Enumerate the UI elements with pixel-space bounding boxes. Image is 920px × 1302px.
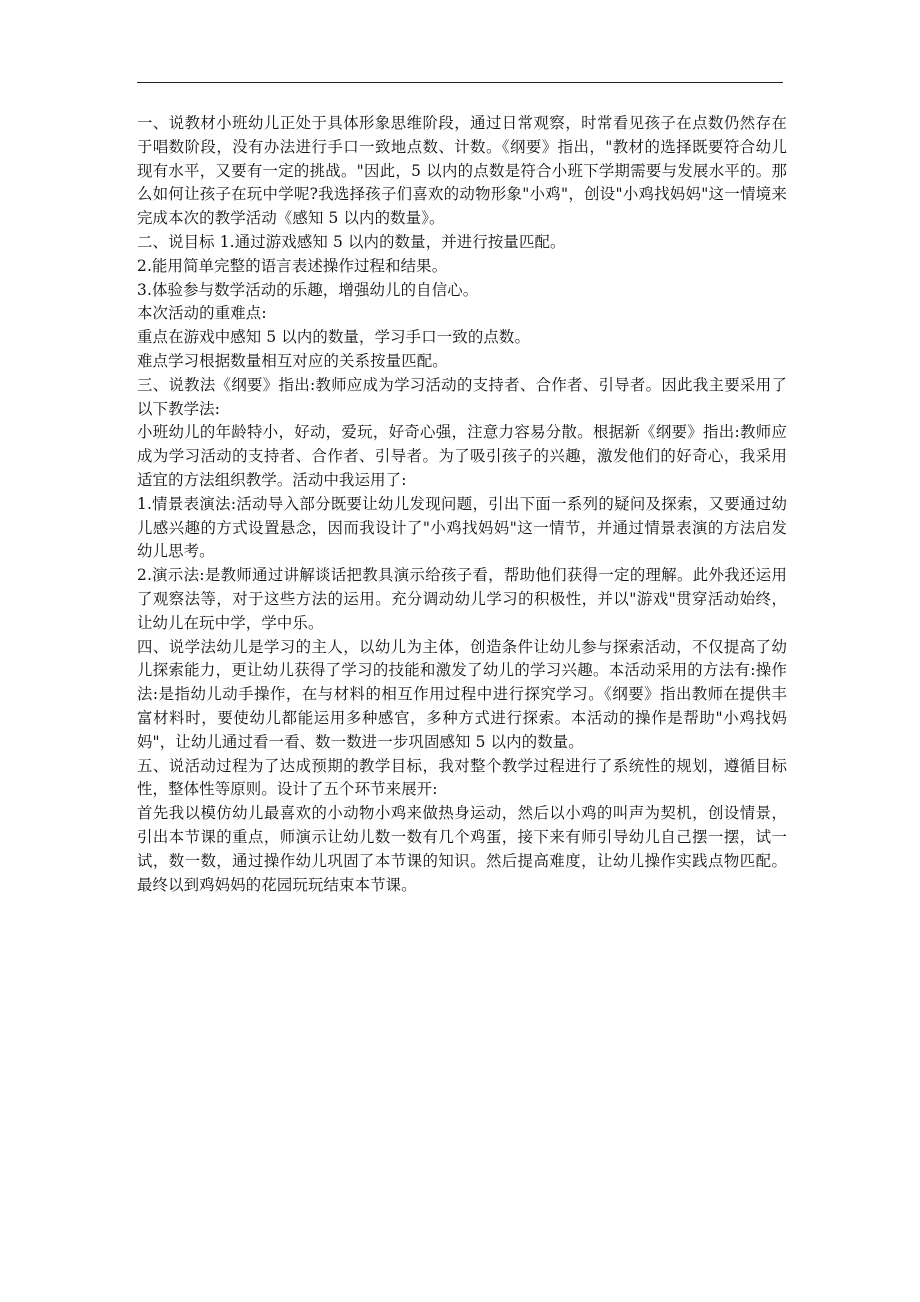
paragraph-activity-process: 五、说活动过程为了达成预期的教学目标，我对整个教学过程进行了系统性的规划，遵循目标性，整体性等原则。设计了五个环节来展开: [137,756,787,799]
paragraph-learning-method: 四、说学法幼儿是学习的主人，以幼儿为主体，创造条件让幼儿参与探索活动，不仅提高了幼儿探索能力，更让幼儿获得了学习的技能和激发了幼儿的学习兴趣。本活动采用的方法有:操作法:是指幼儿动手操作，在与材料的相互作用过程中进行探究学习。《纲要》指出教师在提供丰富材料时，要使幼儿都能运用多种感官，多种方式进行探索。本活动的操作是帮助"小鸡找妈妈"，让幼儿通过看一看、数一数进一步巩固感知 5 以内的数量。 [137,637,787,751]
paragraph-difficult-point: 难点学习根据数量相互对应的关系按量匹配。 [137,351,448,370]
paragraph-demo-method: 2.演示法:是教师通过讲解谈话把教具演示给孩子看，帮助他们获得一定的理解。此外我还运用了观察法等，对于这些方法的运用。充分调动幼儿学习的积极性，并以"游戏"贯穿活动始终，让幼儿在玩中学，学中乐。 [137,566,787,632]
paragraph-process-detail: 首先我以模仿幼儿最喜欢的小动物小鸡来做热身运动，然后以小鸡的叫声为契机，创设情景，引出本节课的重点，师演示让幼儿数一数有几个鸡蛋，接下来有师引导幼儿自己摆一摆，试一试，数一数，通过操作幼儿巩固了本节课的知识。然后提高难度，让幼儿操作实践点物匹配。最终以到鸡妈妈的花园玩玩结束本节课。 [137,804,787,894]
paragraph-teaching-method: 三、说教法《纲要》指出:教师应成为学习活动的支持者、合作者、引导者。因此我主要采用了以下教学法: [137,375,787,418]
paragraph-key-difficult-title: 本次活动的重难点: [137,304,267,323]
document-body [137,112,787,897]
paragraph-teaching-material: 一、说教材小班幼儿正处于具体形象思维阶段，通过日常观察，时常看见孩子在点数仍然存在于唱数阶段，没有办法进行手口一致地点数、计数。《纲要》指出，"教材的选择既要符合幼儿现有水平，又要有一定的挑战。"因此，5 以内的点数是符合小班下学期需要与发展水平的。那么如何让孩子在玩中学呢?我选择孩子们喜欢的动物形象"小鸡"，创设"小鸡找妈妈"这一情境来完成本次的教学活动《感知 5 以内的数量》。 [137,114,787,228]
paragraph-goal-1: 二、说目标 1.通过游戏感知 5 以内的数量，并进行按量匹配。 [137,232,566,251]
paragraph-goal-3: 3.体验参与数学活动的乐趣，增强幼儿的自信心。 [137,280,479,299]
header-rule [137,82,783,83]
paragraph-scene-method: 1.情景表演法:活动导入部分既要让幼儿发现问题，引出下面一系列的疑问及探索，又要通过幼儿感兴趣的方式设置悬念，因而我设计了"小鸡找妈妈"这一情节，并通过情景表演的方法启发幼儿思考。 [137,494,787,561]
paragraph-key-point: 重点在游戏中感知 5 以内的数量，学习手口一致的点数。 [137,328,531,347]
paragraph-goal-2: 2.能用简单完整的语言表述操作过程和结果。 [137,256,448,275]
paragraph-child-characteristics: 小班幼儿的年龄特小，好动，爱玩，好奇心强，注意力容易分散。根据新《纲要》指出:教师应成为学习活动的支持者、合作者、引导者。为了吸引孩子的兴趣，激发他们的好奇心，我采用适宜的方法组织教学。活动中我运用了: [137,423,787,489]
